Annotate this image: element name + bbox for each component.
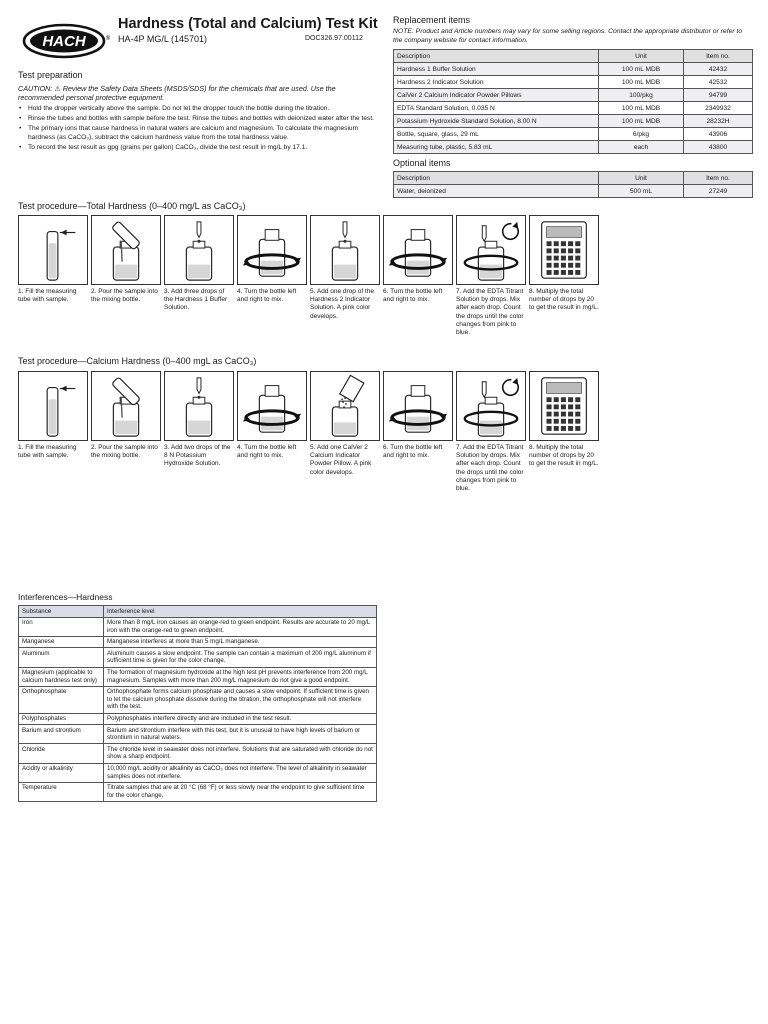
cell-description: Potassium Hydroxide Standard Solution, 8.00 N (394, 115, 599, 128)
total-hardness-step-1-text: 1. Fill the measuring tube with sample. (18, 288, 77, 304)
cell-item-no: 28232H (684, 115, 753, 128)
titrate-icon (457, 216, 525, 284)
calcium-hardness-step-5-illustration (310, 371, 380, 441)
total-hardness-step-2-text: 2. Pour the sample into the mixing bottle. (91, 288, 158, 304)
cell-item-no: 43906 (684, 128, 753, 141)
preparation-item: • The primary ions that cause hardness in natural waters are calcium and magnesium. To calculate the magnesium hardness (as CaCO₃), subtract the calcium hardness value from the total hardness value. (18, 125, 380, 141)
preparation-item: • To record the test result as gpg (grains per gallon) CaCO₃, divide the test result in mg/L by 17.1. (18, 144, 380, 152)
cell-interference-level: Manganese interferes at more than 5 mg/L manganese. (104, 636, 377, 648)
table-row (394, 102, 753, 115)
cell-description: Hardness 2 Indicator Solution (394, 76, 599, 89)
cell-interference-level: 10,000 mg/L acidity or alkalinity as CaCO₃ does not interfere. The level of alkalinity in seawater samples does not interfere. (104, 763, 377, 782)
calculator-icon (530, 372, 598, 440)
calcium-hardness-step-1-text: 1. Fill the measuring tube with sample. (18, 444, 77, 460)
calcium-hardness-step-4-text: 4. Turn the bottle left and right to mix. (237, 444, 297, 460)
table-row (394, 141, 753, 154)
calcium-hardness-step-7-illustration (456, 371, 526, 441)
replacement-items-table (393, 49, 753, 154)
dropper-bottle-icon (165, 216, 233, 284)
cell-item-no: 42532 (684, 76, 753, 89)
calcium-hardness-step-5-text: 5. Add one CalVer 2 Calcium Indicator Powder Pillow. A pink color develops. (310, 444, 372, 476)
kit-model: HA-4P MG/L (145701) (118, 34, 208, 44)
column-header: Item no. (684, 172, 753, 185)
calcium-hardness-step-4-illustration (237, 371, 307, 441)
table-header-row (19, 606, 377, 618)
cell-interference-level: The formation of magnesium hydroxide at the high test pH prevents interference from 200 mg/L magnesium. Samples with more than 200 mg/L magnesium do not give a good endpoint. (104, 667, 377, 686)
cell-substance: Manganese (19, 636, 104, 648)
total-hardness-step-8-text: 8. Multiply the total number of drops by 20 to get the result in mg/L. (529, 288, 599, 312)
calculator-icon (530, 216, 598, 284)
table-header-row (394, 172, 753, 185)
cell-item-no: 42432 (684, 63, 753, 76)
table-row (19, 617, 377, 636)
total-hardness-step-4-text: 4. Turn the bottle left and right to mix. (237, 288, 297, 304)
total-hardness-step-4-illustration (237, 215, 307, 285)
cell-item-no: 2349932 (684, 102, 753, 115)
total-hardness-step-5-illustration (310, 215, 380, 285)
cell-interference-level: More than 8 mg/L iron causes an orange-red to green endpoint. Results are accurate to 20 mg/L iron with the orange-red to green endpoint. (104, 617, 377, 636)
cell-item-no: 94799 (684, 89, 753, 102)
swirl-bottle-icon (384, 372, 452, 440)
cell-unit: 6/pkg (599, 128, 684, 141)
cell-substance: Polyphosphates (19, 713, 104, 725)
cell-substance: Temperature (19, 782, 104, 801)
cell-interference-level: The chloride level in seawater does not interfere. Solutions that are saturated with chloride do not show a sharp endpoint. (104, 744, 377, 763)
table-row (19, 648, 377, 667)
interferences-heading: Interferences—Hardness (18, 592, 113, 602)
cell-substance: Barium and strontium (19, 725, 104, 744)
cell-substance: Aluminum (19, 648, 104, 667)
cell-interference-level: Titrate samples that are at 20 °C (68 °F) or less slowly near the endpoint to give sufficient time for the color change. (104, 782, 377, 801)
cell-interference-level: Aluminum causes a slow endpoint. The sample can contain a maximum of 200 mg/L aluminum if sufficient time is given for the color change. (104, 648, 377, 667)
swirl-bottle-icon (384, 216, 452, 284)
caution-note: CAUTION: ⚠ Review the Safety Data Sheets (MSDS/SDS) for the chemicals that are used. Use the recommended personal protective equipment. (18, 84, 336, 103)
cell-unit: 100 mL MDB (599, 76, 684, 89)
total-hardness-step-1-illustration (18, 215, 88, 285)
replacement-items-heading: Replacement items (393, 15, 471, 25)
cell-interference-level: Barium and strontium interfere with this test, but it is unusual to have high levels of barium or strontium in natural waters. (104, 725, 377, 744)
replacement-note: NOTE: Product and Article numbers may vary for some selling regions. Contact the appropriate distributor or refer to the company website for contact information. (393, 28, 743, 44)
cell-unit: each (599, 141, 684, 154)
column-header: Interference level (104, 606, 377, 618)
cell-substance: Magnesium (applicable to calcium hardness test only) (19, 667, 104, 686)
calcium-hardness-step-7-text: 7. Add the EDTA Titrant Solution by drops. Mix after each drop. Count the drops until the color changes from pink to blue. (456, 444, 524, 493)
total-hardness-step-7-illustration (456, 215, 526, 285)
tube-fill-icon (19, 216, 87, 284)
cell-substance: Orthophosphate (19, 686, 104, 713)
dropper-bottle-icon (311, 216, 379, 284)
cell-unit: 500 mL (599, 185, 684, 198)
total-hardness-step-3-text: 3. Add three drops of the Hardness 1 Buffer Solution. (164, 288, 228, 312)
swirl-bottle-icon (238, 372, 306, 440)
cell-description: EDTA Standard Solution, 0.035 N (394, 102, 599, 115)
table-row (19, 713, 377, 725)
column-header: Substance (19, 606, 104, 618)
calcium-hardness-step-8-illustration (529, 371, 599, 441)
table-row (19, 686, 377, 713)
calcium-hardness-step-6-text: 6. Turn the bottle left and right to mix. (383, 444, 443, 460)
cell-item-no: 43800 (684, 141, 753, 154)
pour-icon (92, 216, 160, 284)
interferences-table (18, 605, 377, 802)
calcium-hardness-step-3-illustration (164, 371, 234, 441)
column-header: Description (394, 50, 599, 63)
column-header: Unit (599, 172, 684, 185)
cell-description: Hardness 1 Buffer Solution (394, 63, 599, 76)
cell-interference-level: Orthophosphate forms calcium phosphate and causes a slow endpoint. If sufficient time is given to let the calcium phosphate dissolve during the titration, the orthophosphate will not interfere with the test. (104, 686, 377, 713)
cell-substance: Chloride (19, 744, 104, 763)
total-hardness-procedure-heading: Test procedure—Total Hardness (0–400 mg/L as CaCO₃) (18, 201, 246, 211)
cell-description: Water, deionized (394, 185, 599, 198)
preparation-item: • Hold the dropper vertically above the sample. Do not let the dropper touch the bottle during the titration. (18, 105, 380, 113)
preparation-list (18, 105, 380, 154)
cell-substance: Acidity or alkalinity (19, 763, 104, 782)
tube-fill-icon (19, 372, 87, 440)
calcium-hardness-step-1-illustration (18, 371, 88, 441)
column-header: Unit (599, 50, 684, 63)
cell-unit: 100 mL MDB (599, 102, 684, 115)
optional-items-heading: Optional items (393, 158, 451, 168)
cell-description: Measuring tube, plastic, 5.83 mL (394, 141, 599, 154)
table-row (19, 782, 377, 801)
table-row (19, 725, 377, 744)
total-hardness-step-8-illustration (529, 215, 599, 285)
total-hardness-step-6-text: 6. Turn the bottle left and right to mix. (383, 288, 443, 304)
hach-logo (22, 22, 112, 60)
table-row (394, 115, 753, 128)
calcium-hardness-step-2-illustration (91, 371, 161, 441)
total-hardness-step-7-text: 7. Add the EDTA Titrant Solution by drops. Mix after each drop. Count the drops until the color changes from pink to blue. (456, 288, 524, 337)
optional-items-table (393, 171, 753, 198)
cell-unit: 100/pkg (599, 89, 684, 102)
table-row (394, 89, 753, 102)
calcium-hardness-step-3-text: 3. Add two drops of the 8 N Potassium Hydroxide Solution. (164, 444, 231, 468)
svg-text:HACH: HACH (42, 33, 86, 50)
calcium-hardness-step-6-illustration (383, 371, 453, 441)
svg-text:®: ® (105, 36, 111, 42)
dropper-bottle-icon (165, 372, 233, 440)
total-hardness-step-3-illustration (164, 215, 234, 285)
pour-icon (92, 372, 160, 440)
table-row (19, 636, 377, 648)
table-row (394, 185, 753, 198)
total-hardness-step-2-illustration (91, 215, 161, 285)
test-preparation-heading: Test preparation (18, 70, 83, 80)
table-row (394, 128, 753, 141)
calcium-hardness-step-2-text: 2. Pour the sample into the mixing bottle. (91, 444, 158, 460)
cell-interference-level: Polyphosphates interfere directly and are included in the test result. (104, 713, 377, 725)
calcium-hardness-step-8-text: 8. Multiply the total number of drops by 20 to get the result in mg/L. (529, 444, 599, 468)
cell-unit: 100 mL MDB (599, 115, 684, 128)
table-row (19, 667, 377, 686)
total-hardness-step-6-illustration (383, 215, 453, 285)
titrate-icon (457, 372, 525, 440)
cell-unit: 100 mL MDB (599, 63, 684, 76)
table-header-row (394, 50, 753, 63)
cell-substance: Iron (19, 617, 104, 636)
table-row (394, 76, 753, 89)
cell-description: CalVer 2 Calcium Indicator Powder Pillows (394, 89, 599, 102)
column-header: Item no. (684, 50, 753, 63)
table-row (19, 763, 377, 782)
column-header: Description (394, 172, 599, 185)
calcium-hardness-procedure-heading: Test procedure—Calcium Hardness (0–400 mgL as CaCO₃) (18, 356, 257, 366)
cell-item-no: 27249 (684, 185, 753, 198)
document-title: Hardness (Total and Calcium) Test Kit (118, 16, 378, 32)
table-row (19, 744, 377, 763)
table-row (394, 63, 753, 76)
swirl-bottle-icon (238, 216, 306, 284)
powder-pillow-icon (311, 372, 379, 440)
total-hardness-step-5-text: 5. Add one drop of the Hardness 2 Indicator Solution. A pink color develops. (310, 288, 374, 320)
doc-number: DOC326.97.00112 (305, 35, 363, 42)
preparation-item: • Rinse the tubes and bottles with sample before the test. Rinse the tubes and bottles with deionized water after the test. (18, 115, 380, 123)
cell-description: Bottle, square, glass, 29 mL (394, 128, 599, 141)
